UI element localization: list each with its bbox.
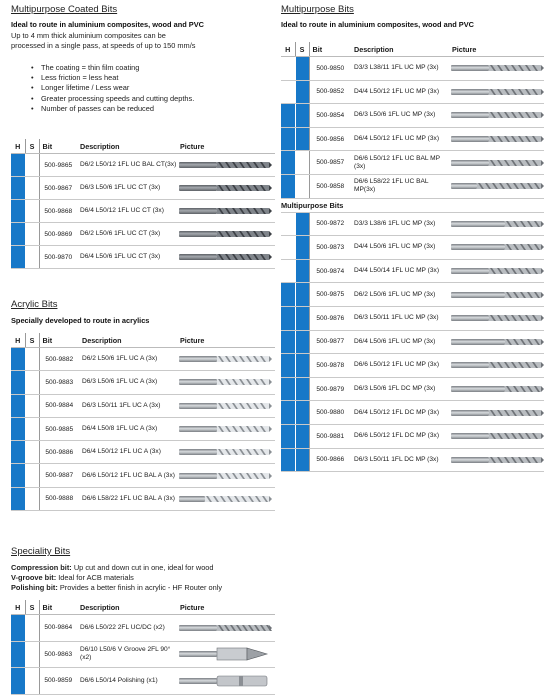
bit-description: D6/3 L50/11 1FL UC A (3x) — [79, 394, 177, 417]
router-bit-image — [449, 179, 545, 193]
coated-bits-table — [11, 139, 275, 269]
table-header-row — [11, 333, 275, 348]
table-row — [281, 259, 544, 283]
router-bit-image — [449, 429, 545, 443]
h-indicator-cell — [281, 424, 295, 448]
bit-description: D4/4 L50/6 1FL UC MP (3x) — [351, 236, 449, 260]
h-indicator-cell — [281, 354, 295, 378]
s-indicator-cell — [25, 223, 39, 246]
col-picture-header: Picture — [177, 139, 275, 154]
col-description-header: Description — [351, 42, 449, 57]
bit-number: 500-9864 — [39, 615, 77, 642]
col-s-header: S — [295, 42, 309, 57]
table-row — [11, 154, 275, 177]
h-indicator-cell — [281, 259, 295, 283]
note-label: Compression bit: — [11, 563, 72, 572]
bit-number: 500-9872 — [309, 212, 351, 236]
router-bit-image — [449, 108, 545, 122]
bullet-item: • The coating = thin film coating — [31, 63, 194, 73]
table-row — [11, 177, 275, 200]
table-row — [11, 417, 275, 440]
s-indicator-cell — [25, 487, 39, 510]
acrylic-title: Acrylic Bits — [11, 299, 58, 310]
table-header-row — [281, 42, 544, 57]
bit-description: D6/3 L50/11 1FL DC MP (3x) — [351, 448, 449, 472]
s-indicator-cell — [295, 127, 309, 151]
speciality-title: Speciality Bits — [11, 546, 71, 557]
coated-title: Multipurpose Coated Bits — [11, 4, 118, 15]
bit-number: 500-9878 — [309, 354, 351, 378]
h-indicator-cell — [11, 200, 25, 223]
bit-picture — [449, 283, 544, 307]
s-indicator-cell — [295, 448, 309, 472]
table-row — [281, 212, 544, 236]
h-indicator-cell — [11, 246, 25, 269]
router-bit-image — [449, 132, 545, 146]
table-row — [281, 306, 544, 330]
s-indicator-cell — [295, 424, 309, 448]
speciality-polishing-note — [11, 583, 222, 593]
bit-description: D6/2 L50/6 1FL UC CT (3x) — [77, 223, 177, 246]
bit-number: 500-9873 — [309, 236, 351, 260]
bit-picture — [177, 615, 275, 642]
table-row — [281, 127, 544, 151]
bit-picture — [449, 401, 544, 425]
table-row — [281, 236, 544, 260]
table-row — [11, 394, 275, 417]
bit-description: D6/6 L50/12 1FL DC MP (3x) — [351, 424, 449, 448]
bit-description: D6/4 L50/12 1FL DC MP (3x) — [351, 401, 449, 425]
table-row — [281, 80, 544, 104]
bit-picture — [449, 354, 544, 378]
bit-description: D6/2 L50/6 1FL UC MP (3x) — [351, 283, 449, 307]
bit-number: 500-9882 — [39, 348, 79, 371]
s-indicator-cell — [25, 394, 39, 417]
multipurpose-subtitle: Ideal to route in aluminium composites, wood and PVC — [281, 20, 474, 29]
h-indicator-cell — [11, 348, 25, 371]
s-indicator-cell — [25, 641, 39, 668]
s-indicator-cell — [25, 417, 39, 440]
router-bit-image — [449, 156, 545, 170]
subsection-title: Multipurpose Bits — [281, 198, 544, 212]
bit-picture — [449, 377, 544, 401]
bit-number: 500-9857 — [309, 151, 351, 175]
acrylic-bits-table — [11, 333, 275, 511]
bit-description: D6/4 L50/8 1FL UC A (3x) — [79, 417, 177, 440]
bit-picture — [177, 177, 275, 200]
bit-picture — [449, 80, 544, 104]
h-indicator-cell — [11, 417, 25, 440]
router-bit-image — [177, 375, 273, 389]
bit-number: 500-9877 — [309, 330, 351, 354]
table-row — [11, 464, 275, 487]
bit-number: 500-9883 — [39, 371, 79, 394]
table-row — [281, 377, 544, 401]
h-indicator-cell — [281, 104, 295, 128]
col-picture-header: Picture — [449, 42, 544, 57]
router-bit-image — [449, 288, 545, 302]
router-bit-image — [449, 335, 545, 349]
col-description-header: Description — [77, 600, 177, 615]
s-indicator-cell — [295, 57, 309, 81]
coated-bullet-list — [31, 63, 194, 114]
bit-number: 500-9885 — [39, 417, 79, 440]
bit-picture — [177, 394, 275, 417]
col-picture-header: Picture — [177, 333, 275, 348]
bit-picture — [449, 306, 544, 330]
subsection-row — [281, 198, 544, 212]
h-indicator-cell — [11, 177, 25, 200]
table-header-row — [11, 600, 275, 615]
router-bit-image — [449, 453, 545, 467]
bit-picture — [449, 424, 544, 448]
note-label: Polishing bit: — [11, 583, 58, 592]
coated-description — [11, 31, 195, 51]
router-bit-image — [177, 181, 273, 195]
h-indicator-cell — [11, 394, 25, 417]
col-h-header: H — [11, 333, 25, 348]
router-bit-image — [449, 240, 545, 254]
speciality-bits-table — [11, 600, 275, 695]
bit-picture — [177, 668, 275, 695]
s-indicator-cell — [295, 174, 309, 198]
bit-description: D6/4 L50/6 1FL UC MP (3x) — [351, 330, 449, 354]
bit-picture — [177, 487, 275, 510]
bit-number: 500-9863 — [39, 641, 77, 668]
router-bit-image — [449, 61, 545, 75]
bit-description: D6/6 L50/12 1FL UC BAL MP (3x) — [351, 151, 449, 175]
router-bit-image — [177, 674, 273, 688]
bit-number: 500-9866 — [309, 448, 351, 472]
multipurpose-title: Multipurpose Bits — [281, 4, 354, 15]
table-row — [11, 487, 275, 510]
s-indicator-cell — [295, 283, 309, 307]
col-description-header: Description — [77, 139, 177, 154]
table-row — [11, 441, 275, 464]
col-bit-header: Bit — [39, 333, 79, 348]
note-text: Up cut and down cut in one, ideal for wood — [71, 563, 214, 572]
router-bit-image — [177, 250, 273, 264]
h-indicator-cell — [281, 57, 295, 81]
s-indicator-cell — [295, 354, 309, 378]
h-indicator-cell — [11, 615, 25, 642]
col-h-header: H — [11, 600, 25, 615]
s-indicator-cell — [25, 246, 39, 269]
router-bit-image — [177, 204, 273, 218]
col-bit-header: Bit — [39, 600, 77, 615]
s-indicator-cell — [295, 236, 309, 260]
bit-description: D6/6 L58/22 1FL UC BAL MP(3x) — [351, 174, 449, 198]
h-indicator-cell — [281, 80, 295, 104]
s-indicator-cell — [25, 200, 39, 223]
bit-number: 500-9852 — [309, 80, 351, 104]
router-bit-image — [177, 621, 273, 635]
col-picture-header: Picture — [177, 600, 275, 615]
bit-picture — [449, 330, 544, 354]
table-row — [281, 401, 544, 425]
bit-description: D6/10 L50/6 V Groove 2FL 90°(x2) — [77, 641, 177, 668]
col-h-header: H — [281, 42, 295, 57]
s-indicator-cell — [295, 151, 309, 175]
col-s-header: S — [25, 600, 39, 615]
bit-description: D6/4 L50/12 1FL UC A (3x) — [79, 441, 177, 464]
note-text: Ideal for ACB materials — [56, 573, 134, 582]
bit-description: D6/4 L50/12 1FL UC MP (3x) — [351, 127, 449, 151]
router-bit-image — [177, 399, 273, 413]
bit-description: D6/3 L50/6 1FL UC A (3x) — [79, 371, 177, 394]
bit-description: D6/2 L50/12 1FL UC BAL CT(3x) — [77, 154, 177, 177]
bit-number: 500-9886 — [39, 441, 79, 464]
bit-picture — [449, 448, 544, 472]
bit-description: D6/6 L50/14 Polishing (x1) — [77, 668, 177, 695]
bit-number: 500-9859 — [39, 668, 77, 695]
router-bit-image — [449, 358, 545, 372]
table-header-row — [11, 139, 275, 154]
h-indicator-cell — [11, 487, 25, 510]
table-row — [11, 246, 275, 269]
router-bit-image — [177, 647, 273, 661]
bit-number: 500-9884 — [39, 394, 79, 417]
table-row — [281, 174, 544, 198]
bit-picture — [449, 212, 544, 236]
bit-description: D6/3 L50/6 1FL UC CT (3x) — [77, 177, 177, 200]
table-row — [281, 354, 544, 378]
bit-description: D6/6 L50/12 1FL UC MP (3x) — [351, 354, 449, 378]
col-s-header: S — [25, 333, 39, 348]
bit-picture — [177, 371, 275, 394]
bit-picture — [177, 464, 275, 487]
router-bit-image — [177, 158, 273, 172]
table-row — [281, 104, 544, 128]
bit-description: D6/2 L50/6 1FL UC A (3x) — [79, 348, 177, 371]
s-indicator-cell — [25, 371, 39, 394]
bit-description: D6/4 L50/12 1FL UC CT (3x) — [77, 200, 177, 223]
h-indicator-cell — [281, 330, 295, 354]
h-indicator-cell — [11, 371, 25, 394]
table-row — [11, 348, 275, 371]
s-indicator-cell — [295, 306, 309, 330]
col-h-header: H — [11, 139, 25, 154]
bit-description: D6/4 L50/6 1FL UC CT (3x) — [77, 246, 177, 269]
bit-description: D3/3 L38/11 1FL UC MP (3x) — [351, 57, 449, 81]
h-indicator-cell — [11, 441, 25, 464]
bit-picture — [177, 441, 275, 464]
bit-description: D6/3 L50/11 1FL UC MP (3x) — [351, 306, 449, 330]
col-s-header: S — [25, 139, 39, 154]
bit-picture — [177, 348, 275, 371]
speciality-compression-note — [11, 563, 214, 573]
bit-picture — [177, 417, 275, 440]
bit-picture — [177, 223, 275, 246]
table-row — [11, 615, 275, 642]
s-indicator-cell — [25, 441, 39, 464]
bullet-item: • Greater processing speeds and cutting depths. — [31, 94, 194, 104]
bit-picture — [449, 236, 544, 260]
coated-desc-line: processed in a single pass, at speeds of up to 150 mm/s — [11, 41, 196, 50]
coated-desc-line: Up to 4 mm thick aluminium composites can be — [11, 31, 166, 40]
bit-number: 500-9888 — [39, 487, 79, 510]
bit-number: 500-9868 — [39, 200, 77, 223]
router-bit-image — [449, 382, 545, 396]
bit-description: D6/6 L58/22 1FL UC BAL A (3x) — [79, 487, 177, 510]
bit-number: 500-9850 — [309, 57, 351, 81]
bit-number: 500-9875 — [309, 283, 351, 307]
bit-number: 500-9867 — [39, 177, 77, 200]
bit-number: 500-9870 — [39, 246, 77, 269]
router-bit-image — [449, 406, 545, 420]
bit-description: D4/4 L50/12 1FL UC MP (3x) — [351, 80, 449, 104]
bullet-item: • Number of passes can be reduced — [31, 104, 194, 114]
table-row — [281, 283, 544, 307]
multipurpose-bits-table — [281, 42, 544, 472]
bit-number: 500-9865 — [39, 154, 77, 177]
bit-number: 500-9881 — [309, 424, 351, 448]
bit-picture — [177, 154, 275, 177]
bit-number: 500-9876 — [309, 306, 351, 330]
bit-description: D4/4 L50/14 1FL UC MP (3x) — [351, 259, 449, 283]
bit-picture — [177, 641, 275, 668]
table-row — [11, 668, 275, 695]
bit-description: D6/6 L50/22 2FL UC/DC (x2) — [77, 615, 177, 642]
table-row — [281, 424, 544, 448]
table-row — [281, 330, 544, 354]
bit-picture — [177, 200, 275, 223]
acrylic-subtitle: Specially developed to route in acrylics — [11, 316, 150, 325]
router-bit-image — [177, 352, 273, 366]
table-row — [281, 151, 544, 175]
s-indicator-cell — [295, 104, 309, 128]
h-indicator-cell — [281, 127, 295, 151]
bullet-item: • Longer lifetime / Less wear — [31, 83, 194, 93]
router-bit-image — [449, 85, 545, 99]
router-bit-image — [449, 311, 545, 325]
table-row — [281, 448, 544, 472]
col-bit-header: Bit — [39, 139, 77, 154]
note-label: V-groove bit: — [11, 573, 57, 582]
table-row — [281, 57, 544, 81]
table-row — [11, 641, 275, 668]
s-indicator-cell — [295, 401, 309, 425]
router-bit-image — [177, 445, 273, 459]
h-indicator-cell — [281, 212, 295, 236]
bit-picture — [449, 127, 544, 151]
router-bit-image — [177, 422, 273, 436]
s-indicator-cell — [295, 80, 309, 104]
table-row — [11, 371, 275, 394]
h-indicator-cell — [11, 641, 25, 668]
s-indicator-cell — [25, 154, 39, 177]
col-description-header: Description — [79, 333, 177, 348]
table-row — [11, 200, 275, 223]
h-indicator-cell — [11, 223, 25, 246]
s-indicator-cell — [25, 615, 39, 642]
h-indicator-cell — [281, 401, 295, 425]
bit-description: D6/6 L50/12 1FL UC BAL A (3x) — [79, 464, 177, 487]
router-bit-image — [177, 492, 273, 506]
s-indicator-cell — [25, 464, 39, 487]
bit-description: D3/3 L38/6 1FL UC MP (3x) — [351, 212, 449, 236]
s-indicator-cell — [25, 668, 39, 695]
bit-number: 500-9854 — [309, 104, 351, 128]
router-bit-image — [449, 264, 545, 278]
bit-picture — [177, 246, 275, 269]
s-indicator-cell — [295, 259, 309, 283]
table-row — [11, 223, 275, 246]
h-indicator-cell — [11, 668, 25, 695]
bit-number: 500-9856 — [309, 127, 351, 151]
col-bit-header: Bit — [309, 42, 351, 57]
h-indicator-cell — [281, 151, 295, 175]
h-indicator-cell — [281, 377, 295, 401]
s-indicator-cell — [295, 212, 309, 236]
s-indicator-cell — [25, 177, 39, 200]
router-bit-image — [449, 217, 545, 231]
h-indicator-cell — [281, 236, 295, 260]
bit-description: D6/3 L50/6 1FL DC MP (3x) — [351, 377, 449, 401]
bit-number: 500-9887 — [39, 464, 79, 487]
note-text: Provides a better finish in acrylic - HF Router only — [57, 583, 223, 592]
bit-picture — [449, 151, 544, 175]
bit-number: 500-9880 — [309, 401, 351, 425]
h-indicator-cell — [281, 448, 295, 472]
router-bit-image — [177, 469, 273, 483]
h-indicator-cell — [281, 174, 295, 198]
h-indicator-cell — [11, 154, 25, 177]
h-indicator-cell — [11, 464, 25, 487]
s-indicator-cell — [295, 330, 309, 354]
speciality-vgroove-note — [11, 573, 134, 583]
s-indicator-cell — [295, 377, 309, 401]
s-indicator-cell — [25, 348, 39, 371]
h-indicator-cell — [281, 306, 295, 330]
bit-number: 500-9858 — [309, 174, 351, 198]
bit-number: 500-9879 — [309, 377, 351, 401]
router-bit-image — [177, 227, 273, 241]
bullet-item: • Less friction = less heat — [31, 73, 194, 83]
bit-picture — [449, 259, 544, 283]
bit-picture — [449, 57, 544, 81]
h-indicator-cell — [281, 283, 295, 307]
bit-picture — [449, 104, 544, 128]
bit-description: D6/3 L50/6 1FL UC MP (3x) — [351, 104, 449, 128]
bit-picture — [449, 174, 544, 198]
coated-subtitle: Ideal to route in aluminium composites, wood and PVC — [11, 20, 204, 29]
bit-number: 500-9869 — [39, 223, 77, 246]
bit-number: 500-9874 — [309, 259, 351, 283]
